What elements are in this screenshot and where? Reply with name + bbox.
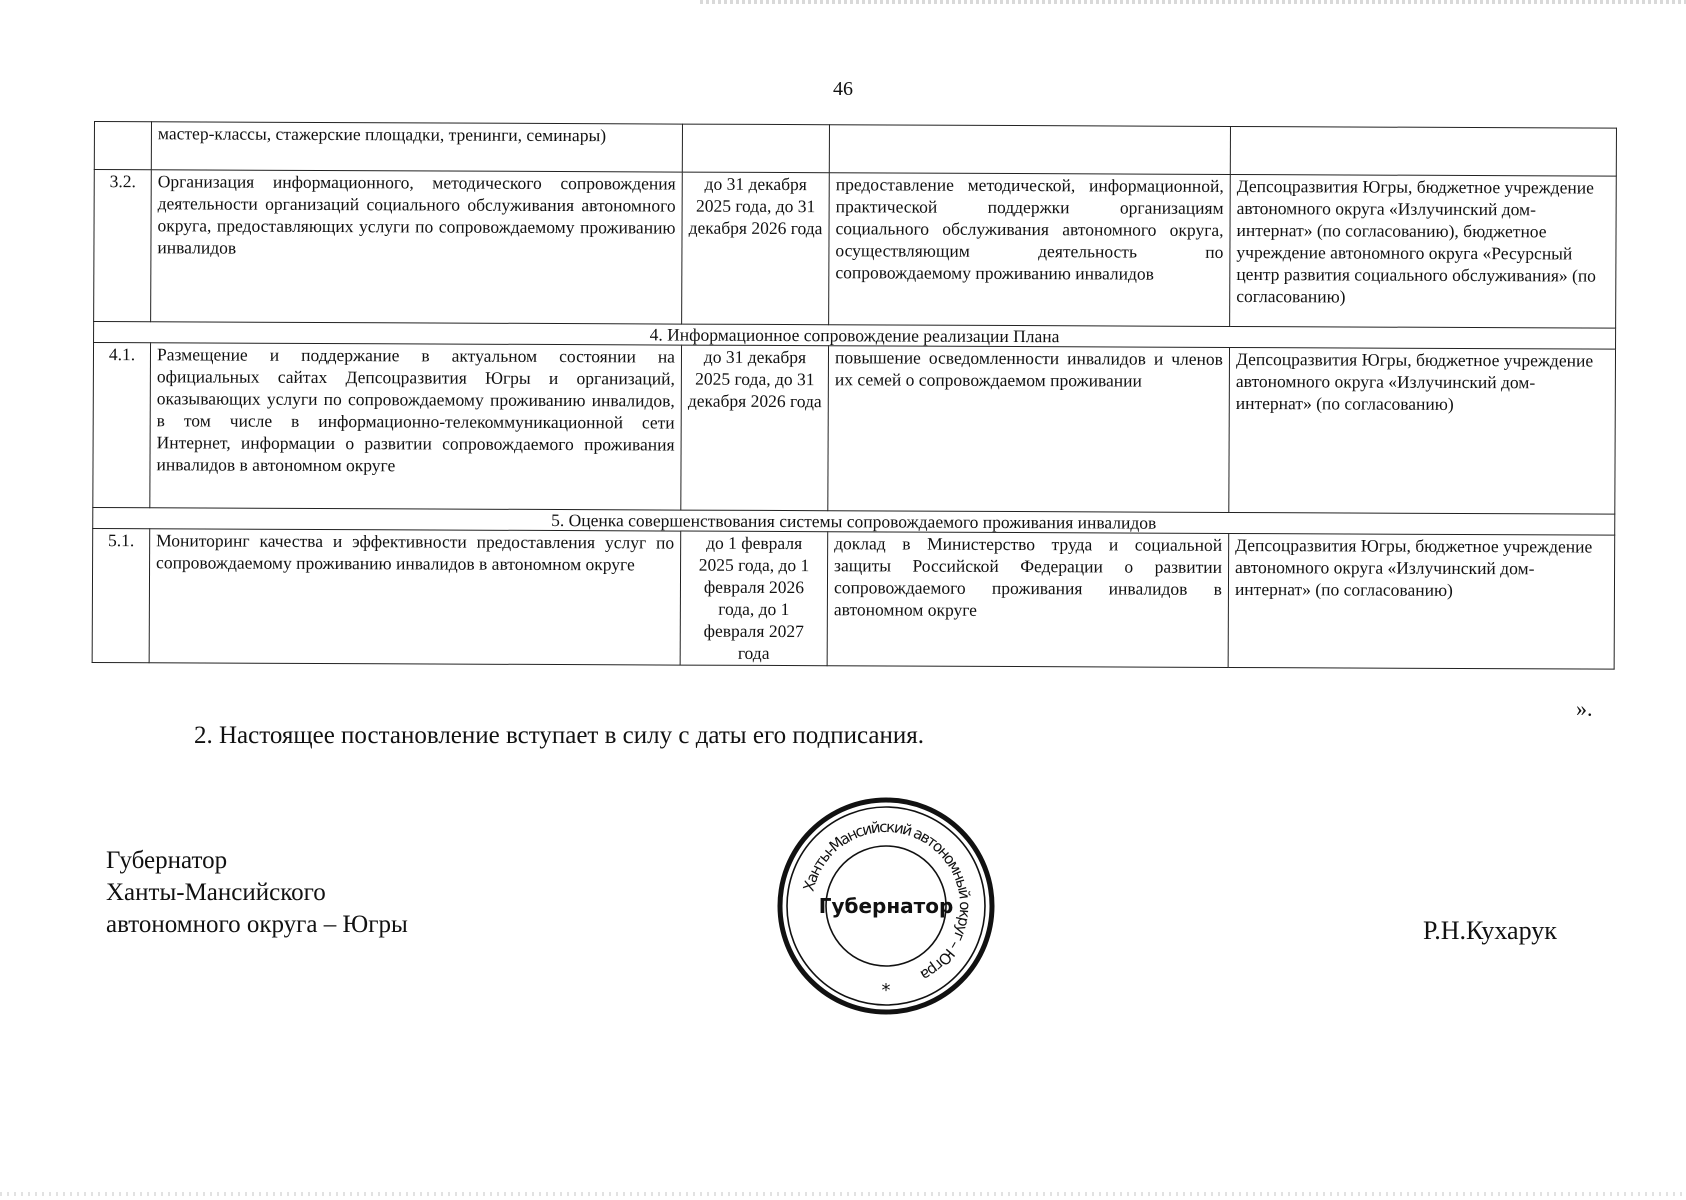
executor-cell: Депсоцразвития Югры, бюджетное учреждение автономного округа «Излучинский дом-интернат» (по согласованию): [1228, 533, 1615, 669]
table-row: [94, 170, 1617, 329]
result-cell: доклад в Министерство труда и социальной защиты Российской Федерации о развитии сопровождаемого проживания инвалидов в автономном округе: [827, 532, 1229, 668]
section-heading: 4. Информационное сопровождение реализации Плана: [94, 322, 1616, 350]
measure-cell: мастер-классы, стажерские площадки, тренинги, семинары): [151, 122, 682, 172]
signature-name: Р.Н.Кухарук: [1423, 916, 1557, 945]
executor-cell: Депсоцразвития Югры, бюджетное учреждение автономного округа «Излучинский дом-интернат» (по согласованию): [1229, 347, 1616, 514]
plan-table: [92, 121, 1617, 670]
term-cell: до 31 декабря 2025 года, до 31 декабря 2026 года: [682, 172, 830, 325]
measure-cell: Организация информационного, методического сопровождения деятельности организаций социального обслуживания автономного округа, предоставляющих услуги по сопровождаемому проживанию инвалидов: [151, 170, 683, 324]
row-number: 3.2.: [94, 170, 152, 322]
section-heading: 5. Оценка совершенствования системы сопровождаемого проживания инвалидов: [93, 507, 1615, 535]
page-number: 46: [833, 78, 853, 100]
term-cell: до 31 декабря 2025 года, до 31 декабря 2026 года: [681, 345, 829, 511]
decree-paragraph: 2. Настоящее постановление вступает в силу с даты его подписания.: [194, 722, 924, 749]
table-row: [94, 122, 1616, 177]
signatory-title: Губернатор: [106, 847, 228, 874]
row-number: [94, 122, 151, 170]
result-cell: [829, 125, 1230, 175]
table-row: [93, 343, 1616, 515]
signatory-block: [106, 845, 408, 941]
signatory-region-end: автономного округа – Югры: [106, 911, 408, 938]
seal-center-text: Губернатор: [818, 894, 954, 918]
row-number: 5.1.: [92, 528, 150, 662]
result-cell: повышение осведомленности инвалидов и членов их семей о сопровождаемом проживании: [828, 346, 1230, 513]
official-seal: [776, 796, 996, 1016]
scan-noise-top: [700, 0, 1686, 4]
table-row: [92, 528, 1615, 669]
executor-cell: Депсоцразвития Югры, бюджетное учреждение автономного округа «Излучинский дом-интернат» (по согласованию), бюджетное учреждение автономного округа «Ресурсный центр развития социального обслуживания» (по согласованию): [1230, 174, 1617, 328]
seal-star: *: [881, 980, 891, 1001]
measure-cell: Мониторинг качества и эффективности предоставления услуг по сопровождаемому проживанию инвалидов в автономном округе: [149, 529, 681, 665]
term-cell: до 1 февраля 2025 года, до 1 февраля 2026 года, до 1 февраля 2027 года: [680, 531, 828, 666]
scan-noise-bottom: [0, 1192, 1686, 1196]
executor-cell: [1230, 126, 1616, 176]
seal-ring-text: Ханты-Мансийский автономный округ – Югра: [799, 817, 975, 985]
closing-quote: ».: [1576, 696, 1593, 721]
term-cell: [682, 124, 829, 173]
row-number: 4.1.: [93, 343, 151, 508]
signatory-region: Ханты-Мансийского: [106, 879, 326, 906]
result-cell: предоставление методической, информационной, практической поддержки организациям социального обслуживания автономного округа, осуществляющим деятельность по сопровождаемому проживанию инвалидов: [829, 173, 1231, 327]
measure-cell: Размещение и поддержание в актуальном состоянии на официальных сайтах Депсоцразвития Югры и организаций, оказывающих услуги по сопровождаемому проживанию инвалидов, в том числе в информационно-телекоммуникационной сети Интернет, информации о развитии сопровождаемого проживания инвалидов в автономном округе: [150, 343, 682, 510]
